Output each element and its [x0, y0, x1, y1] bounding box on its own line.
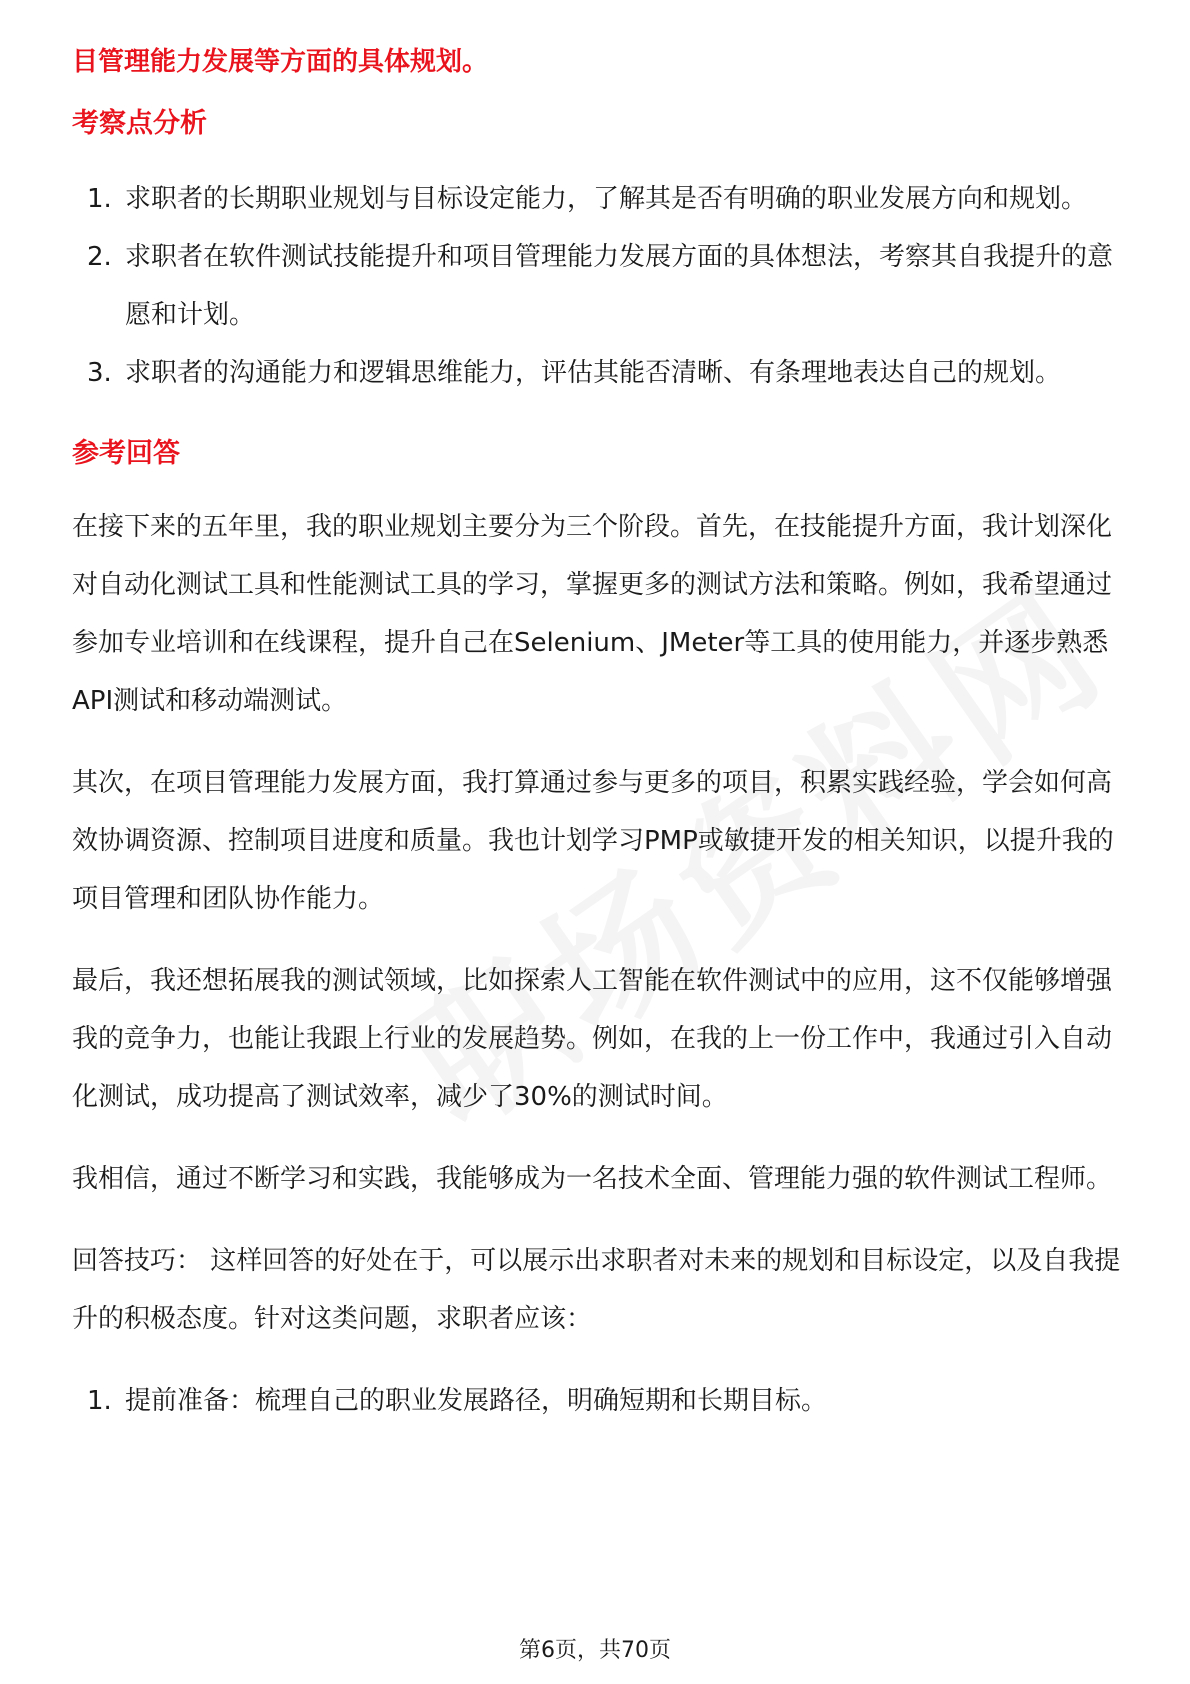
analysis-heading: 考察点分析	[72, 108, 207, 139]
document-content	[72, 44, 1122, 1430]
list-item-number: 2.	[87, 242, 112, 272]
answer-paragraph: 在接下来的五年里，我的职业规划主要分为三个阶段。首先，在技能提升方面，我计划深化对自动化测试工具和性能测试工具的学习，掌握更多的测试方法和策略。例如，我希望通过参加专业培训和在线课程，提升自己在Selenium、JMeter等工具的使用能力，并逐步熟悉API测试和移动端测试。	[72, 512, 1113, 716]
list-item	[72, 170, 1122, 228]
list-item-text: 提前准备：梳理自己的职业发展路径，明确短期和长期目标。	[125, 1386, 828, 1416]
intro-fragment: 目管理能力发展等方面的具体规划。	[72, 47, 489, 77]
answer-paragraph: 我相信，通过不断学习和实践，我能够成为一名技术全面、管理能力强的软件测试工程师。	[72, 1164, 1113, 1194]
list-item-number: 3.	[87, 358, 112, 388]
page-number: 第6页，共70页	[519, 1638, 671, 1663]
list-item	[72, 228, 1122, 344]
answer-tips-paragraph: 回答技巧： 这样回答的好处在于，可以展示出求职者对未来的规划和目标设定，以及自我提升的积极态度。针对这类问题，求职者应该：	[72, 1246, 1121, 1334]
list-item-text: 求职者的沟通能力和逻辑思维能力，评估其能否清晰、有条理地表达自己的规划。	[125, 358, 1062, 388]
list-item-number: 1.	[87, 184, 112, 214]
answer-paragraph: 最后，我还想拓展我的测试领域，比如探索人工智能在软件测试中的应用，这不仅能够增强我的竞争力，也能让我跟上行业的发展趋势。例如，在我的上一份工作中，我通过引入自动化测试，成功提高了测试效率，减少了30%的测试时间。	[72, 966, 1113, 1112]
list-item-number: 1.	[87, 1386, 112, 1416]
list-item-text: 求职者的长期职业规划与目标设定能力，了解其是否有明确的职业发展方向和规划。	[125, 184, 1088, 214]
answer-heading: 参考回答	[72, 438, 180, 469]
analysis-list	[72, 170, 1122, 402]
list-item-text: 求职者在软件测试技能提升和项目管理能力发展方面的具体想法，考察其自我提升的意愿和计划。	[125, 242, 1114, 330]
list-item	[72, 1372, 1122, 1430]
list-item	[72, 344, 1122, 402]
tips-list	[72, 1372, 1122, 1430]
answer-paragraph: 其次，在项目管理能力发展方面，我打算通过参与更多的项目，积累实践经验，学会如何高效协调资源、控制项目进度和质量。我也计划学习PMP或敏捷开发的相关知识，以提升我的项目管理和团队协作能力。	[72, 768, 1114, 914]
